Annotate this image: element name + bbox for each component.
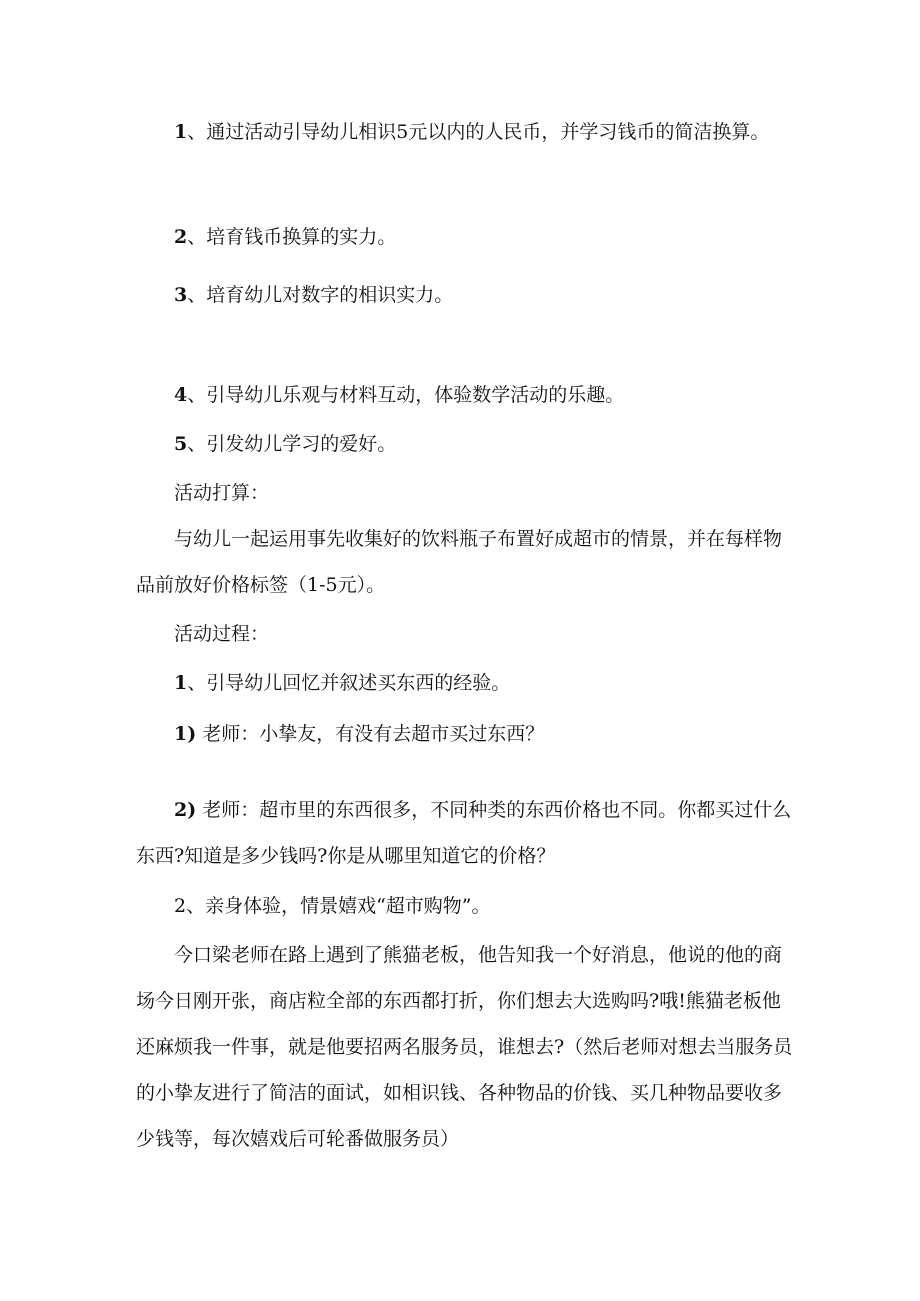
section-heading-process [136,611,796,657]
paragraph-text: 老师：小挚友，有没有去超市买过东西？ [196,723,545,745]
paragraph-story [136,932,796,1162]
paragraph-text: 、培育钱币换算的实力。 [187,226,397,248]
paragraph-step-1 [136,660,796,706]
item-number: 1 [174,672,188,694]
paragraph-text: 、通过活动引导幼儿相识5元以内的人民币，并学习钱币的简洁换算。 [187,121,770,143]
item-number: 1) [174,723,197,745]
item-number: 2) [174,799,197,821]
paragraph-text: 今口梁老师在路上遇到了熊猫老板，他告知我一个好消息，他说的他的商场今日刚开张，商店粒全部的东西都打折，你们想去大选购吗?哦!熊猫老板他还麻烦我一件事，就是他要招两名服务员，谁想去?（然后老师对想去当服务员的小挚友进行了简洁的面试，如相识钱、各种物品的价钱、买几种物品要收多少钱等，每次嬉戏后可轮番做服务员） [136,944,793,1150]
paragraph-objective-5 [136,421,796,467]
paragraph-objective-4 [136,372,796,418]
paragraph-step-1-2 [136,787,796,879]
paragraph-text: 2、亲身体验，情景嬉戏“超市购物”。 [174,895,491,917]
paragraph-objective-2 [136,214,796,260]
paragraph-step-1-1 [136,711,796,757]
section-heading-preparation [136,470,796,516]
paragraph-text: 活动过程： [174,623,270,645]
item-number: 1 [174,121,188,143]
paragraph-text: 、引导幼儿回忆并叙述买东西的经验。 [187,672,511,694]
paragraph-text: 、引导幼儿乐观与材料互动，体验数学活动的乐趣。 [187,384,625,406]
paragraph-step-2 [136,883,796,929]
paragraph-text: 、引发幼儿学习的爱好。 [187,433,397,455]
paragraph-text: 与幼儿一起运用事先收集好的饮料瓶子布置好成超市的情景，并在每样物品前放好价格标签（1-5元）。 [136,528,783,596]
paragraph-objective-3 [136,272,796,318]
item-number: 4 [174,384,188,406]
paragraph-objective-1 [136,109,796,155]
item-number: 2 [174,226,188,248]
paragraph-text: 老师：超市里的东西很多，不同种类的东西价格也不同。你都买过什么东西?知道是多少钱吗?你是从哪里知道它的价格？ [136,799,792,867]
paragraph-preparation [136,516,796,608]
item-number: 3 [174,284,188,306]
paragraph-text: 活动打算： [174,482,270,504]
paragraph-text: 、培育幼儿对数字的相识实力。 [187,284,454,306]
item-number: 5 [174,433,188,455]
